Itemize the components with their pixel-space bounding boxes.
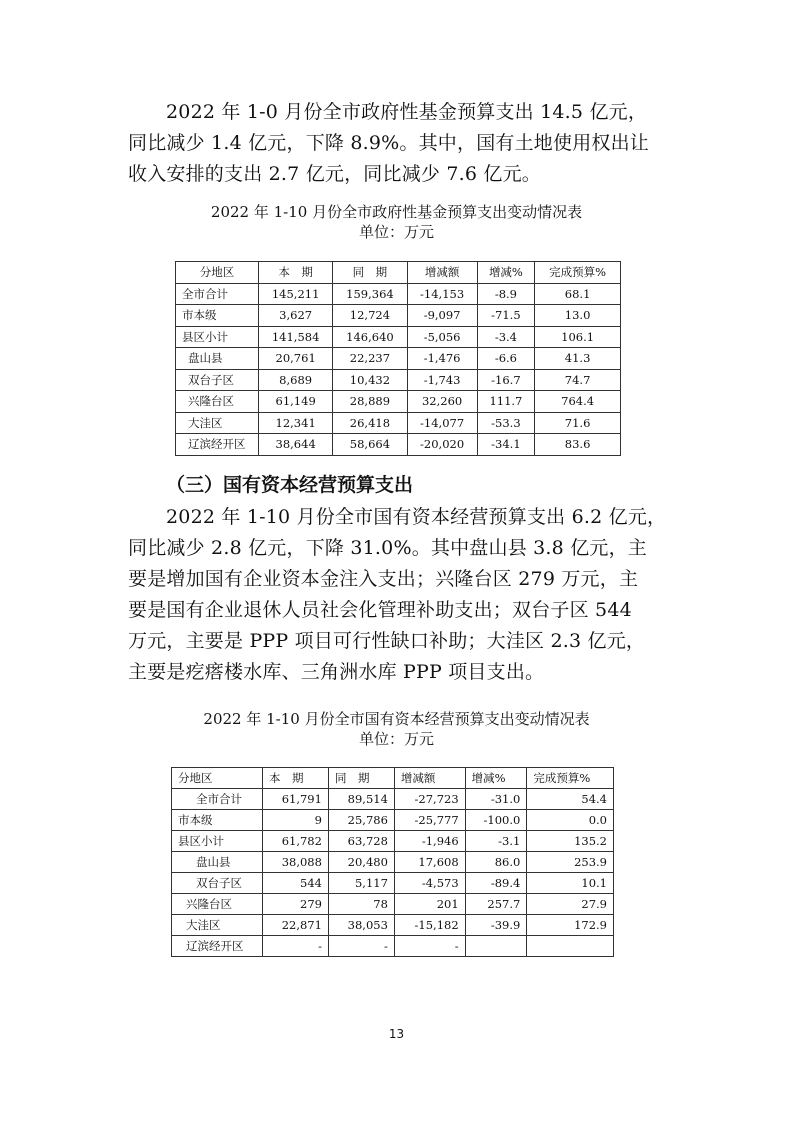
table-cell: -31.0 [465,789,527,810]
table-row [172,789,614,810]
table-cell: 38,088 [263,852,329,873]
paragraph-line: 同比减少 1.4 亿元，下降 8.9%。其中，国有土地使用权出让 [128,132,650,154]
table-row [176,434,621,456]
table-cell: 20,761 [259,348,333,370]
table-cell: 10,432 [333,369,407,391]
table-row [176,326,621,348]
table-cell: 38,053 [328,915,394,936]
table-row [176,305,621,327]
paragraph-fund-budget [128,97,668,190]
table-row [176,369,621,391]
table-cell-region: 兴隆台区 [176,391,259,413]
table-cell [527,936,614,957]
table-header-cell: 本 期 [259,262,333,284]
table-header-cell: 分地区 [176,262,259,284]
fund-budget-table [175,261,621,456]
table-cell: - [328,936,394,957]
table-cell: -16.7 [477,369,535,391]
table-cell: -15,182 [394,915,465,936]
table-row [176,391,621,413]
table-cell: -71.5 [477,305,535,327]
table-cell: 68.1 [535,283,621,305]
table-cell-region: 县区小计 [176,326,259,348]
table-cell: 13.0 [535,305,621,327]
table-cell: -25,777 [394,810,465,831]
paragraph-line: 要是国有企业退休人员社会化管理补助支出；双台子区 544 [128,599,632,621]
table-cell: 145,211 [259,283,333,305]
table-cell-region: 市本级 [172,810,263,831]
table-cell-region: 县区小计 [172,831,263,852]
table-cell-region: 双台子区 [172,873,263,894]
table-cell: - [263,936,329,957]
table-cell: 71.6 [535,412,621,434]
table-cell: 10.1 [527,873,614,894]
table-cell: 5,117 [328,873,394,894]
table-cell: 135.2 [527,831,614,852]
table-cell-region: 辽滨经开区 [176,434,259,456]
section-heading: （三）国有资本经营预算支出 [166,474,414,496]
page-number: 13 [388,1027,405,1041]
table-header-cell: 完成预算% [527,768,614,789]
table-cell: -6.6 [477,348,535,370]
table1-unit: 单位：万元 [358,223,434,241]
table-cell: 58,664 [333,434,407,456]
table-cell: 106.1 [535,326,621,348]
table-row [172,831,614,852]
table-cell: 63,728 [328,831,394,852]
paragraph-line: 要是增加国有企业资本金注入支出；兴隆台区 279 万元，主 [128,568,639,590]
table-cell: 9 [263,810,329,831]
paragraph-line: 收入安排的支出 2.7 亿元，同比减少 7.6 亿元。 [128,163,541,185]
table-cell: 257.7 [465,894,527,915]
table-row [172,852,614,873]
table-cell-region: 全市合计 [176,283,259,305]
table-row [172,873,614,894]
table-header-cell: 分地区 [172,768,263,789]
table-cell: 61,791 [263,789,329,810]
table-cell-region: 盘山县 [176,348,259,370]
table-cell: 27.9 [527,894,614,915]
table-cell: 28,889 [333,391,407,413]
table-cell: 61,782 [263,831,329,852]
table-cell: -100.0 [465,810,527,831]
table-cell: -4,573 [394,873,465,894]
table-cell: -5,056 [407,326,477,348]
paragraph-line: 2022 年 1-10 月份全市国有资本经营预算支出 6.2 亿元， [166,506,667,528]
table-cell: -53.3 [477,412,535,434]
table-header-cell: 完成预算% [535,262,621,284]
paragraph-line: 主要是疙瘩楼水库、三角洲水库 PPP 项目支出。 [128,661,545,683]
table-cell: 3,627 [259,305,333,327]
table-header-cell: 增减额 [394,768,465,789]
table-header-cell: 增减% [477,262,535,284]
table-cell: 61,149 [259,391,333,413]
table-cell: 253.9 [527,852,614,873]
paragraph-line: 2022 年 1-0 月份全市政府性基金预算支出 14.5 亿元， [166,101,648,123]
table-cell: 22,871 [263,915,329,936]
table-cell: -3.1 [465,831,527,852]
table2-unit: 单位：万元 [358,730,434,748]
table-cell: 172.9 [527,915,614,936]
table-cell: 17,608 [394,852,465,873]
table-cell: 141,584 [259,326,333,348]
table-cell-region: 兴隆台区 [172,894,263,915]
table-cell: -3.4 [477,326,535,348]
table-cell: 78 [328,894,394,915]
table-header-cell: 同 期 [333,262,407,284]
table-cell-region: 大洼区 [176,412,259,434]
table-cell: 159,364 [333,283,407,305]
table-cell: 0.0 [527,810,614,831]
table2-title: 2022 年 1-10 月份全市国有资本经营预算支出变动情况表 [203,710,590,728]
table-header-cell: 同 期 [328,768,394,789]
table-cell: -14,077 [407,412,477,434]
table-row [176,283,621,305]
table-cell: 111.7 [477,391,535,413]
table-cell: 25,786 [328,810,394,831]
table-cell: -1,476 [407,348,477,370]
table-header-cell: 增减额 [407,262,477,284]
table-header-cell: 本 期 [263,768,329,789]
table-cell: -39.9 [465,915,527,936]
table-cell: 86.0 [465,852,527,873]
table-cell: 146,640 [333,326,407,348]
table-cell: 20,480 [328,852,394,873]
table-cell: 89,514 [328,789,394,810]
table-header-row [172,768,614,789]
table-cell: 41.3 [535,348,621,370]
table-cell: 26,418 [333,412,407,434]
table-cell: 74.7 [535,369,621,391]
table-cell: 83.6 [535,434,621,456]
table-cell-region: 双台子区 [176,369,259,391]
table-cell-region: 大洼区 [172,915,263,936]
table-cell: 32,260 [407,391,477,413]
table1-title: 2022 年 1-10 月份全市政府性基金预算支出变动情况表 [210,203,583,221]
table-cell: -1,743 [407,369,477,391]
table-cell: -34.1 [477,434,535,456]
table-cell: 38,644 [259,434,333,456]
table-header-cell: 增减% [465,768,527,789]
table-cell-region: 盘山县 [172,852,263,873]
table-cell: 54.4 [527,789,614,810]
table-row [172,915,614,936]
table-row [172,810,614,831]
table-cell: -20,020 [407,434,477,456]
table-cell: -1,946 [394,831,465,852]
table-cell: -27,723 [394,789,465,810]
table-cell: 764.4 [535,391,621,413]
table-cell: -9,097 [407,305,477,327]
table-row [176,348,621,370]
table-cell: 22,237 [333,348,407,370]
table-cell: -89.4 [465,873,527,894]
table-cell [465,936,527,957]
table-cell: 12,724 [333,305,407,327]
table-cell-region: 全市合计 [172,789,263,810]
paragraph-state-capital-budget [128,502,668,688]
table-cell: 12,341 [259,412,333,434]
table-cell: 8,689 [259,369,333,391]
table-cell: -8.9 [477,283,535,305]
table-row [176,412,621,434]
paragraph-line: 同比减少 2.8 亿元，下降 31.0%。其中盘山县 3.8 亿元，主 [128,537,647,559]
table-cell: -14,153 [407,283,477,305]
table-cell: 201 [394,894,465,915]
table-cell: 279 [263,894,329,915]
table-cell-region: 市本级 [176,305,259,327]
paragraph-line: 万元，主要是 PPP 项目可行性缺口补助；大洼区 2.3 亿元， [128,630,646,652]
table-row [172,936,614,957]
table-cell: 544 [263,873,329,894]
table-cell: - [394,936,465,957]
table-cell-region: 辽滨经开区 [172,936,263,957]
table-header-row [176,262,621,284]
state-capital-budget-table [171,767,614,957]
table-row [172,894,614,915]
